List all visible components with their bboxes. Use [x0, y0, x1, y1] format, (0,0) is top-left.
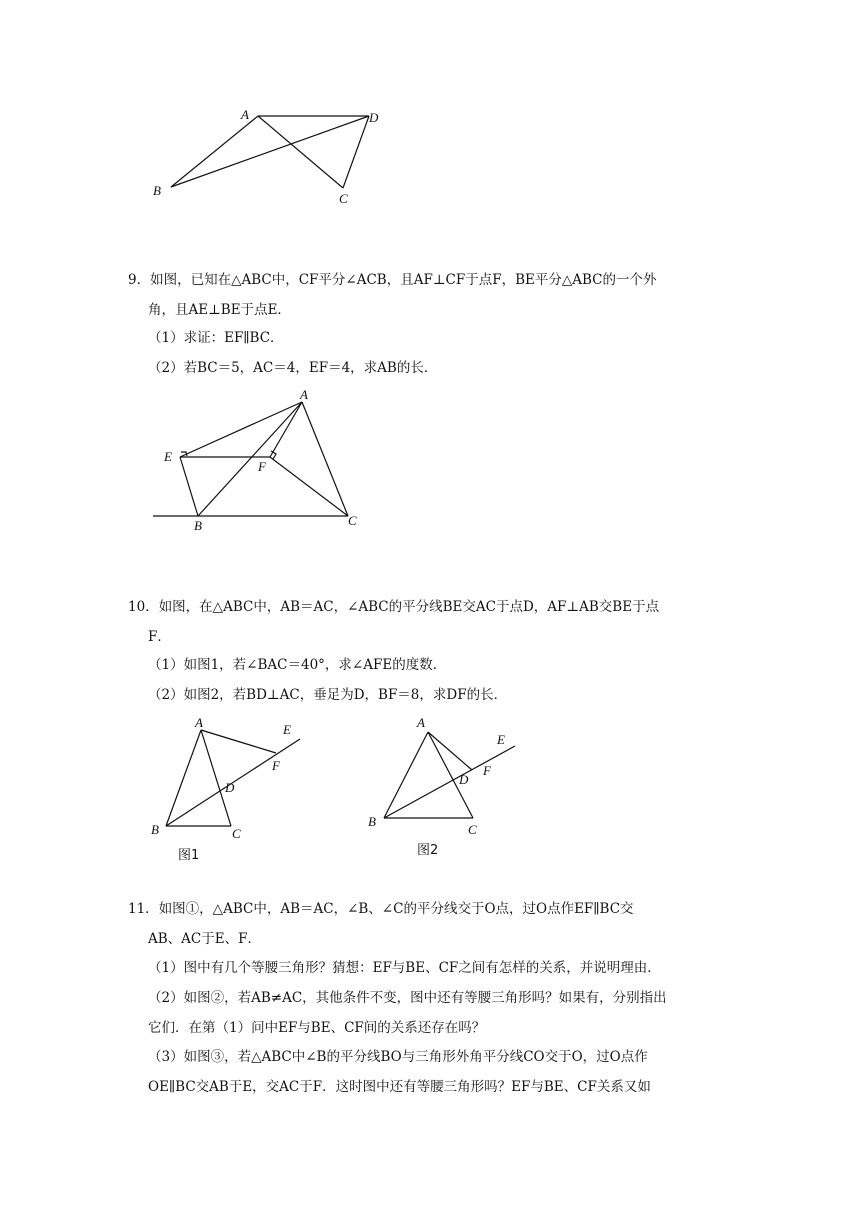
- q9-line2: 角，且AE⊥BE于点E．: [148, 302, 291, 318]
- q9-line1: [128, 270, 657, 290]
- q10-part2: （2）如图2，若BD⊥AC，垂足为D，BF＝8，求DF的长．: [148, 687, 508, 703]
- label-B: B: [153, 183, 161, 198]
- q10-text-1: 如图，在△ABC中，AB＝AC，∠ABC的平分线BE交AC于点D，AF⊥AB交BE于点: [158, 599, 660, 615]
- figure-q10-2-svg: [365, 712, 535, 862]
- label-B: B: [151, 822, 159, 837]
- q10-number: 10．: [128, 599, 159, 615]
- q10-line2: F．: [148, 629, 171, 645]
- q9-part2: （2）若BC＝5，AC＝4，EF＝4，求AB的长．: [148, 360, 438, 376]
- figure-q10-1-svg: [145, 712, 315, 867]
- caption-fig2: 图2: [417, 843, 439, 858]
- label-C: C: [468, 822, 477, 837]
- label-A: A: [195, 715, 203, 730]
- figure-parallelogram-svg: [140, 100, 400, 210]
- q11-line2: AB、AC于E、F．: [148, 931, 261, 947]
- label-F: F: [258, 459, 266, 474]
- q9-number: 9．: [128, 272, 151, 288]
- q10-line1: [128, 597, 659, 617]
- q11-line1: [128, 899, 634, 919]
- label-E: E: [283, 722, 291, 737]
- label-D: D: [459, 772, 469, 787]
- figure-q10-2: [365, 712, 535, 862]
- label-D: D: [225, 780, 235, 795]
- q9-text-1: 如图，已知在△ABC中，CF平分∠ACB，且AF⊥CF于点F，BE平分△ABC的一个外: [150, 272, 657, 288]
- q11-part2b: 它们．在第（1）问中EF与BE、CF间的关系还存在吗？: [148, 1020, 486, 1036]
- q11-part2a: （2）如图②，若AB≠AC，其他条件不变，图中还有等腰三角形吗？如果有，分别指出: [148, 990, 667, 1006]
- caption-fig1: 图1: [178, 848, 200, 863]
- label-F: F: [483, 763, 491, 778]
- label-C: C: [339, 191, 348, 206]
- label-B: B: [368, 814, 376, 829]
- label-A: A: [241, 107, 249, 122]
- label-E: E: [164, 449, 172, 464]
- label-E: E: [497, 732, 505, 747]
- label-D: D: [369, 110, 379, 125]
- figure-q9: [150, 385, 370, 535]
- q11-text-1: 如图①，△ABC中，AB＝AC，∠B、∠C的平分线交于O点，过O点作EF∥BC交: [158, 901, 634, 917]
- figure-parallelogram: [140, 100, 400, 210]
- label-C: C: [232, 826, 241, 841]
- label-C: C: [348, 513, 357, 528]
- q11-number: 11．: [128, 901, 159, 917]
- q11-part3b: OE∥BC交AB于E，交AC于F．这时图中还有等腰三角形吗？EF与BE、CF关系又如: [148, 1079, 651, 1095]
- q9-part1: （1）求证：EF∥BC．: [148, 330, 284, 346]
- q10-part1: （1）如图1，若∠BAC＝40°，求∠AFE的度数．: [148, 657, 447, 673]
- figure-q9-svg: [150, 385, 370, 535]
- label-B: B: [194, 518, 202, 533]
- label-F: F: [272, 758, 280, 773]
- q11-part1: （1）图中有几个等腰三角形？猜想：EF与BE、CF之间有怎样的关系，并说明理由．: [148, 960, 661, 976]
- q11-part3a: （3）如图③，若△ABC中∠B的平分线BO与三角形外角平分线CO交于O，过O点作: [148, 1049, 648, 1065]
- label-A: A: [417, 715, 425, 730]
- figure-q10-1: [145, 712, 315, 867]
- label-A: A: [300, 387, 308, 402]
